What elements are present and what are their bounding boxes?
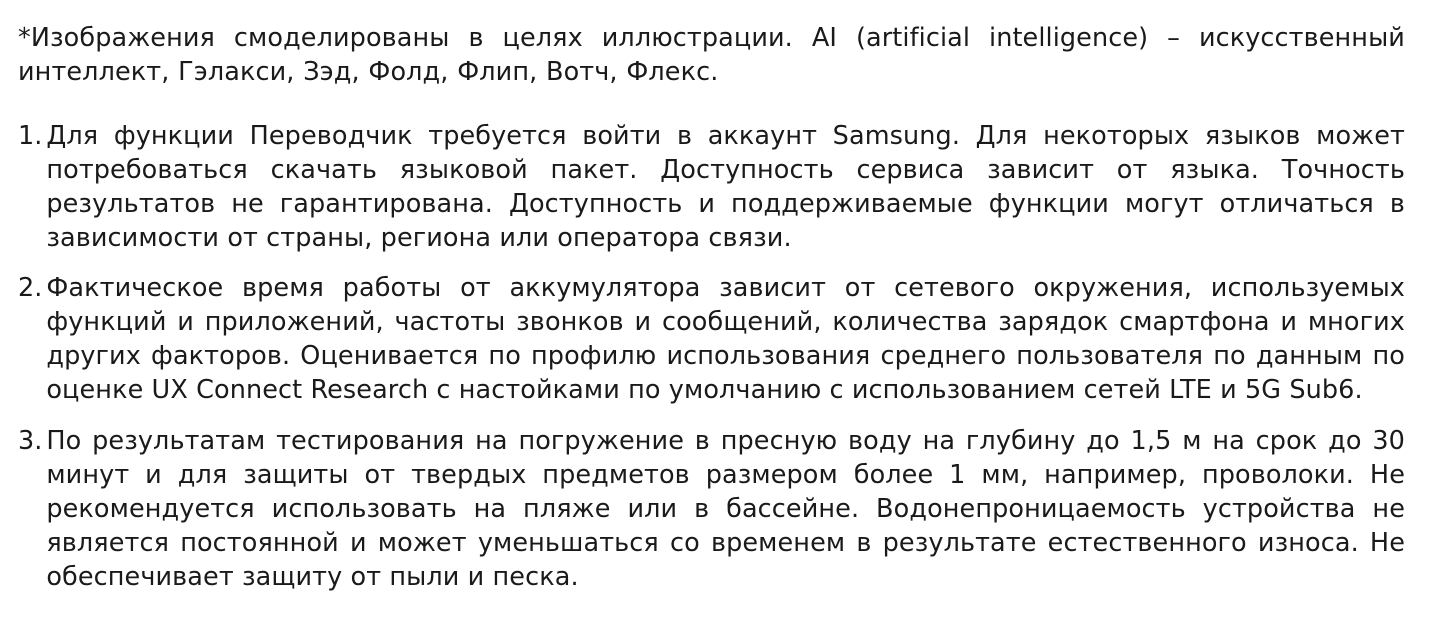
disclaimer-text: *Изображения смоделированы в целях иллюстрации. AI (artificial intelligence) – искусственный интеллект, Гэлакси, Зэд, Фолд, Флип, Вотч, Флекс.	[18, 23, 1405, 87]
footnote-number: 3.	[18, 426, 43, 457]
footnote-item	[18, 272, 1405, 408]
footnote-text: По результатам тестирования на погружение в пресную воду на глубину до 1,5 м на срок до 30 минут и для защиты от твердых предметов размером более 1 мм, например, проволоки. Не рекомендуется использовать на пляже или в бассейне. Водонепроницаемость устройства не является постоянной и может уменьшаться со временем в результате естественного износа. Не обеспечивает защиту от пыли и песка.	[46, 426, 1405, 592]
footnote-number: 2.	[18, 273, 43, 304]
footnote-text: Для функции Переводчик требуется войти в аккаунт Samsung. Для некоторых языков может потребоваться скачать языковой пакет. Доступность сервиса зависит от языка. Точность результатов не гарантирована. Доступность и поддерживаемые функции могут отличаться в зависимости от страны, региона или оператора связи.	[46, 120, 1405, 253]
footnote-item	[18, 425, 1405, 595]
footnote-number: 1.	[18, 120, 43, 151]
footnote-item	[18, 120, 1405, 256]
footnotes-list	[18, 120, 1405, 595]
footnote-text: Фактическое время работы от аккумулятора зависит от сетевого окружения, используемых функций и приложений, частоты звонков и сообщений, количества зарядок смартфона и многих других факторов. Оценивается по профилю использования среднего пользователя по данным по оценке UX Connect Research с настойками по умолчанию с использованием сетей LTE и 5G Sub6.	[46, 273, 1405, 406]
